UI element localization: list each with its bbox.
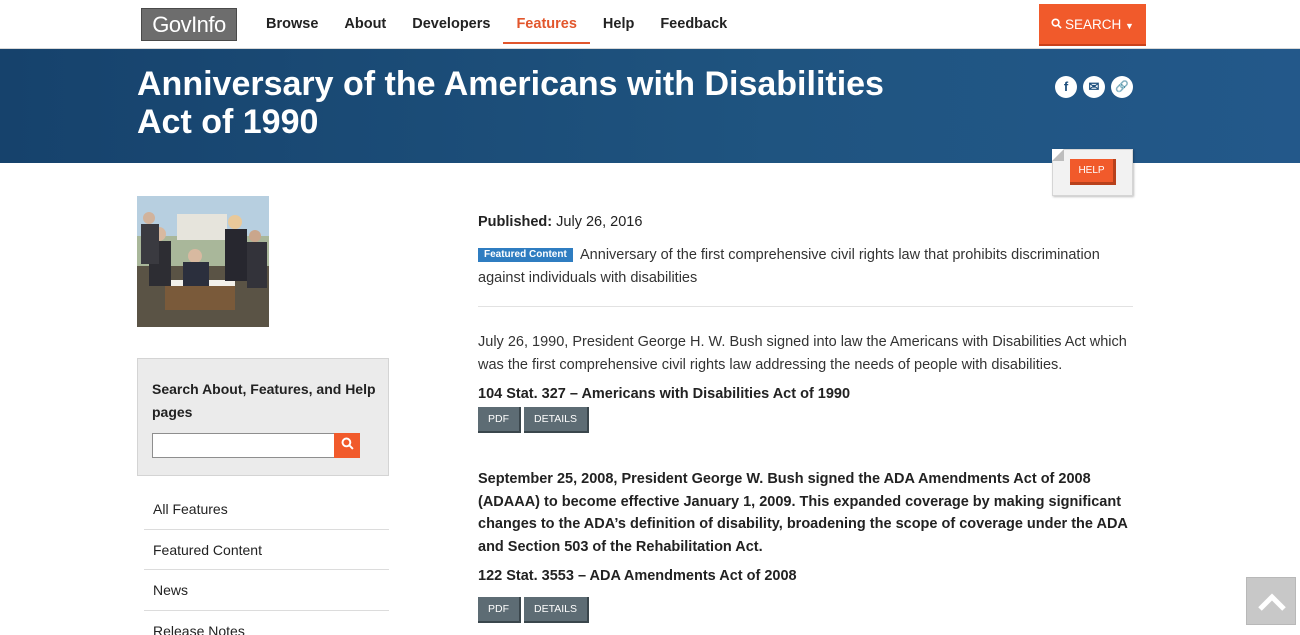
search-button-label: SEARCH <box>1065 17 1122 32</box>
help-button[interactable]: HELP <box>1070 159 1116 185</box>
stat-title-2008: 122 Stat. 3553 – ADA Amendments Act of 2008 <box>478 568 797 584</box>
details-button[interactable]: DETAILS <box>524 597 589 623</box>
intro-text-block <box>478 244 1133 289</box>
sidebar-nav <box>144 489 389 635</box>
stat-1990-buttons <box>478 407 592 433</box>
featured-content-badge[interactable]: Featured Content <box>478 248 573 262</box>
nav-help[interactable]: Help <box>602 16 635 32</box>
sidebar-item-all-features[interactable]: All Features <box>144 489 389 530</box>
sidebar-search-box <box>137 358 389 476</box>
nav-developers[interactable]: Developers <box>412 16 491 32</box>
nav-browse[interactable]: Browse <box>266 16 319 32</box>
top-navigation-bar <box>0 0 1300 49</box>
pdf-button[interactable]: PDF <box>478 407 521 433</box>
nav-features[interactable]: Features <box>503 0 589 44</box>
divider <box>478 306 1133 307</box>
published-line <box>478 214 642 230</box>
page-title: Anniversary of the Americans with Disabilities Act of 1990 <box>137 65 884 141</box>
link-share-icon[interactable]: 🔗 <box>1111 76 1133 98</box>
sidebar-item-news[interactable]: News <box>144 570 389 611</box>
help-card <box>1052 149 1133 196</box>
search-icon <box>341 437 354 450</box>
paragraph-ada-1990: July 26, 1990, President George H. W. Bush signed into law the Americans with Disabilities Act which was the first comprehensive civil rights law addressing the needs of people with disabilities. <box>478 334 1127 373</box>
page-fold-corner <box>1052 149 1064 161</box>
details-button[interactable]: DETAILS <box>524 407 589 433</box>
sidebar-search-button[interactable] <box>334 433 360 458</box>
govinfo-logo[interactable]: GovInfo <box>141 8 237 41</box>
feature-photo <box>137 196 269 327</box>
stat-title-1990: 104 Stat. 327 – Americans with Disabilities Act of 1990 <box>478 386 851 402</box>
published-date: July 26, 2016 <box>556 214 643 230</box>
search-icon <box>1051 4 1062 46</box>
paragraph-adaaa-2008: September 25, 2008, President George W. Bush signed the ADA Amendments Act of 2008 (ADAAA) to become effective January 1, 2009. This expanded coverage by making significant changes to the ADA’s definition of disability, broadening the scope of coverage under the ADA and Section 503 of the Rehabilitation Act. <box>478 471 1128 555</box>
nav-about[interactable]: About <box>344 16 387 32</box>
intro-text: Anniversary of the first comprehensive civil rights law that prohibits discrimination against individuals with disabilities <box>478 247 1100 286</box>
sidebar-search-title: Search About, Features, and Help pages <box>152 381 376 420</box>
sidebar-item-release-notes[interactable]: Release Notes <box>144 611 389 635</box>
sidebar-search-input[interactable] <box>152 433 335 458</box>
sidebar-item-featured-content[interactable]: Featured Content <box>144 530 389 571</box>
facebook-share-icon[interactable]: f <box>1055 76 1077 98</box>
signing-ceremony-image <box>137 196 269 327</box>
search-button[interactable] <box>1039 4 1146 46</box>
email-share-icon[interactable]: ✉ <box>1083 76 1105 98</box>
main-nav <box>253 0 740 49</box>
back-to-top-button[interactable] <box>1246 577 1296 625</box>
nav-feedback[interactable]: Feedback <box>660 16 728 32</box>
published-label: Published: <box>478 214 553 230</box>
pdf-button[interactable]: PDF <box>478 597 521 623</box>
stat-2008-buttons <box>478 597 592 623</box>
caret-down-icon: ▼ <box>1125 21 1134 31</box>
chevron-up-icon <box>1247 578 1297 626</box>
page-banner <box>0 49 1300 163</box>
